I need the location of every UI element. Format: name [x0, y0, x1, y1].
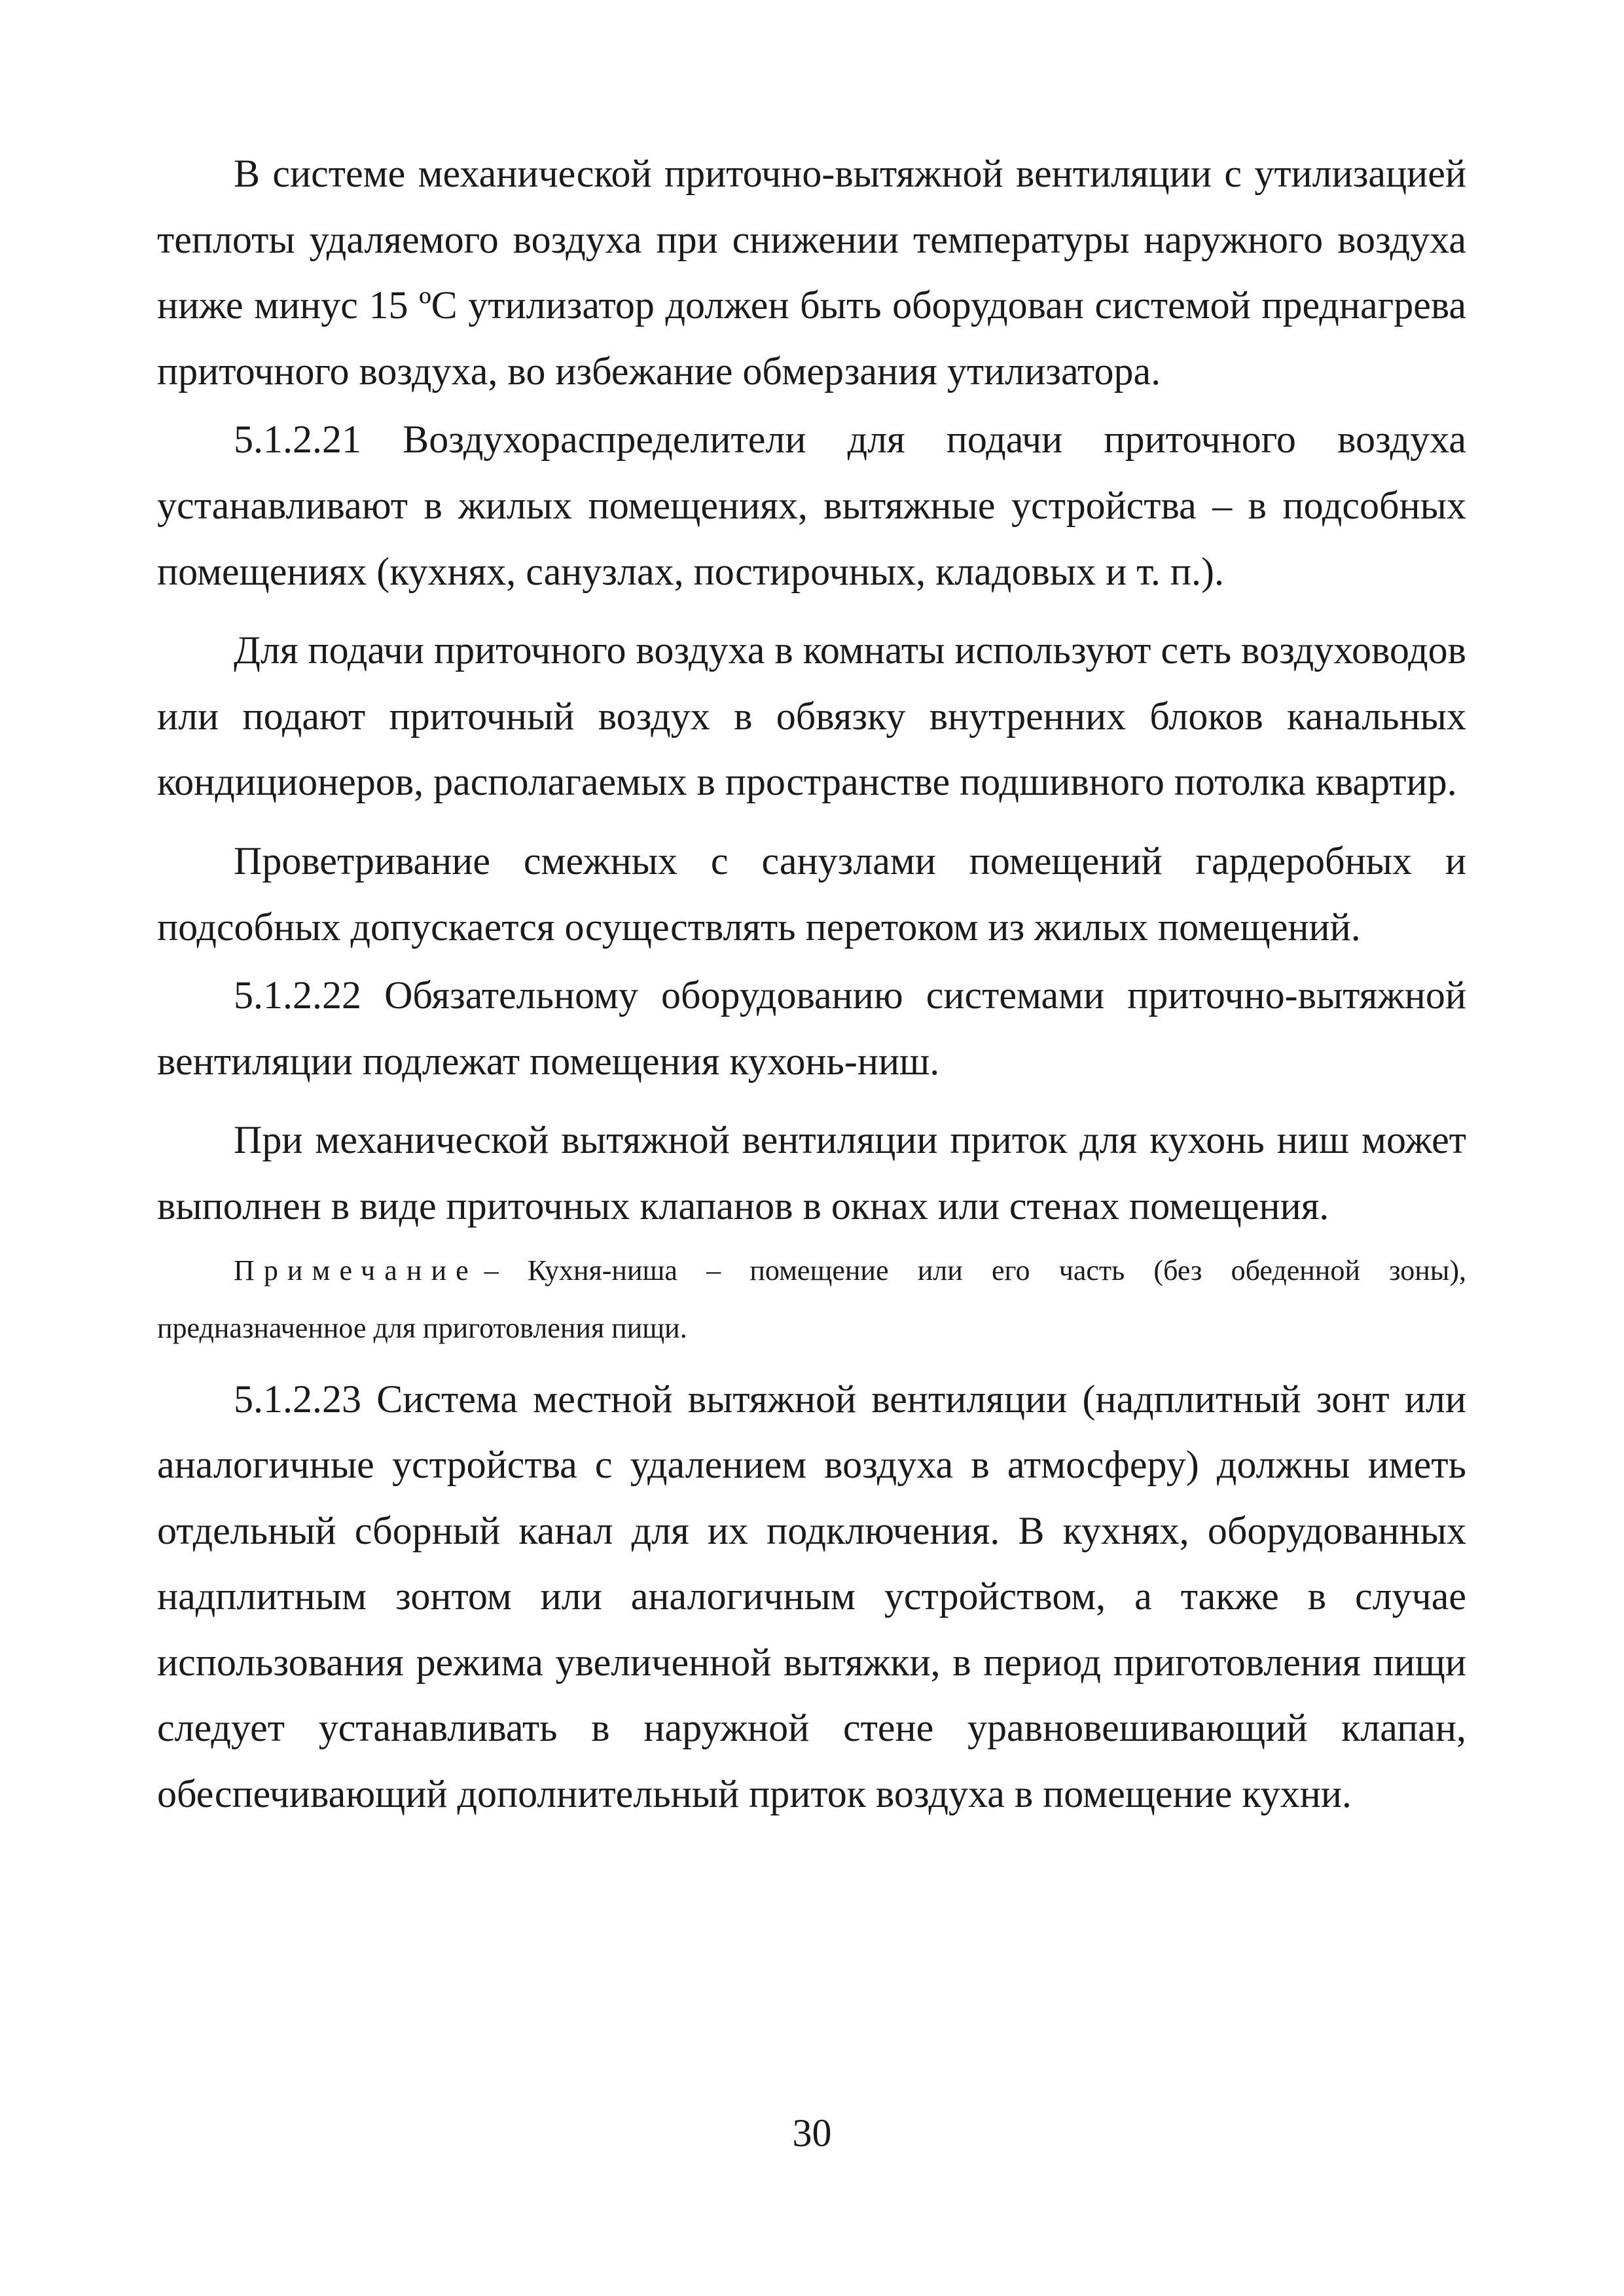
paragraph-5-1-2-23: 5.1.2.23 Система местной вытяжной вентиляции (надплитный зонт или аналогичные устройства с удалением воздуха в атмосферу) должны иметь отдельный сборный канал для их подключения. В кухнях, оборудованных надплитным зонтом или аналогичным устройством, а также в случае использования режима увеличенной вытяжки, в период приготовления пищи следует устанавливать в наружной стене уравновешивающий клапан, обеспечивающий дополнительный приток воздуха в помещение кухни.	[157, 1377, 1466, 1816]
note-label: Примечание	[234, 1254, 478, 1286]
note-text: – Кухня-ниша – помещение или его часть (без обеденной зоны), предназначенное для приготовления пищи.	[157, 1254, 1466, 1344]
paragraph-5-1-2-21: 5.1.2.21 Воздухораспределители для подачи приточного воздуха устанавливают в жилых помещениях, вытяжные устройства – в подсобных помещениях (кухнях, санузлах, постирочных, кладовых и т. п.).	[157, 418, 1466, 593]
note	[157, 1242, 1466, 1357]
paragraph-heat-recovery: В системе механической приточно-вытяжной вентиляции с утилизацией теплоты удаляемого воздуха при снижении температуры наружного воздуха ниже минус 15 ºС утилизатор должен быть оборудован системой преднагрева приточного воздуха, во избежание обмерзания утилизатора.	[157, 152, 1466, 393]
paragraph-ventilation-overflow: Проветривание смежных с санузлами помещений гардеробных и подсобных допускается осуществлять перетоком из жилых помещений.	[157, 839, 1466, 949]
page-number: 30	[792, 2111, 832, 2155]
document-body	[157, 141, 1466, 1827]
paragraph-kitchen-supply: При механической вытяжной вентиляции приток для кухонь ниш может выполнен в виде приточных клапанов в окнах или стенах помещения.	[157, 1118, 1466, 1228]
paragraph-supply-air: Для подачи приточного воздуха в комнаты используют сеть воздуховодов или подают приточный воздух в обвязку внутренних блоков канальных кондиционеров, располагаемых в пространстве подшивного потолка квартир.	[157, 629, 1466, 804]
paragraph-5-1-2-22: 5.1.2.22 Обязательному оборудованию системами приточно-вытяжной вентиляции подлежат помещения кухонь-ниш.	[157, 974, 1466, 1083]
